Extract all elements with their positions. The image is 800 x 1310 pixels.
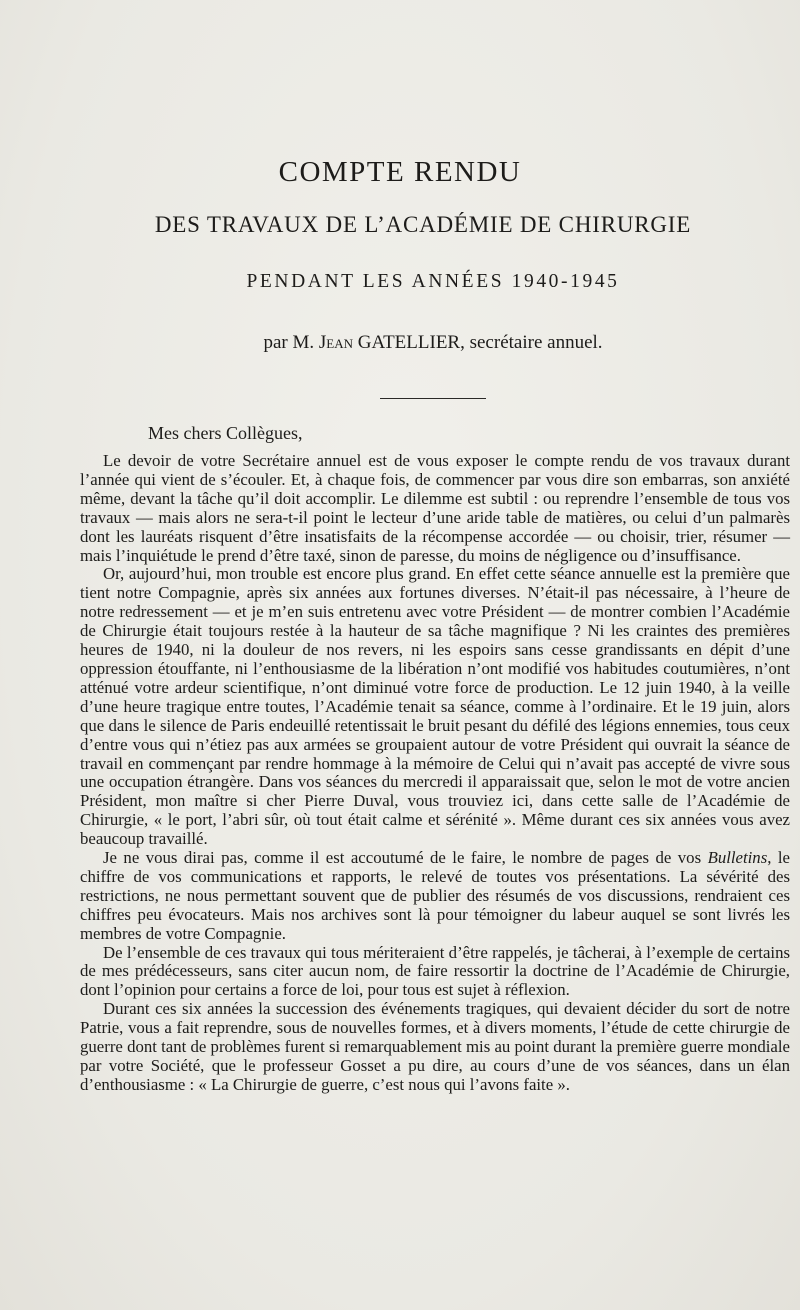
- paragraph-2: Or, aujourd’hui, mon trouble est encore plus grand. En effet cette séance annuelle est la première que tient notre Compagnie, après six années aux fortunes diverses. N’était-il pas nécessaire, à l’heure de notre redressement — et je m’en suis entretenu avec votre Président — de montrer combien l’Académie de Chirurgie était toujours restée à la hauteur de sa tâche magnifique ? Ni les craintes des premières heures de 1940, ni la douleur de nos revers, ni les espoirs sans cesse grandissants en dépit d’une oppression étouffante, ni l’enthousiasme de la libération n’ont modifié vos habitudes coutumières, n’ont atténué votre ardeur scientifique, n’ont diminué votre force de production. Le 12 juin 1940, à la veille d’une heure tragique entre toutes, l’Académie tenait sa séance, comme à l’ordinaire. Et le 19 juin, alors que dans le silence de Paris endeuillé retentissait le bruit pesant du défilé des légions ennemies, tous ceux d’entre vous qui n’étiez pas aux armées se groupaient autour de votre Président qui ouvrait la séance de travail en commençant par rendre hommage à la mémoire de Celui qui n’avait pas accepté de vivre sous une occupation étrangère. Dans vos séances du mercredi il apparaissait que, selon le mot de votre ancien Président, mon maître si cher Pierre Duval, vous trouviez ici, dans cette salle de l’Académie de Chirurgie, « le port, l’abri sûr, où tout était calme et sérénité ». Même durant ces six années vous avez beaucoup travaillé.: [80, 564, 790, 849]
- author-surname: GATELLIER,: [352, 332, 465, 353]
- document-title: COMPTE RENDU: [278, 156, 522, 188]
- salutation: Mes chers Collègues,: [148, 423, 303, 443]
- paragraph-4: De l’ensemble de ces travaux qui tous mériteraient d’être rappelés, je tâcherai, à l’exemple de certains de mes prédécesseurs, sans citer aucun nom, de faire ressortir la doctrine de l’Académie de Chirurgie, dont l’opinion pour certains a force de loi, pour tous est sujet à réflexion.: [80, 942, 790, 1000]
- author-firstname: Jean: [318, 332, 353, 353]
- document-period: PENDANT LES ANNÉES 1940-1945: [246, 271, 620, 292]
- paragraph-5: Durant ces six années la succession des événements tragiques, qui devaient décider du sort de notre Patrie, vous a fait reprendre, sous de nouvelles formes, et à divers moments, l’étude de cette chirurgie de guerre dont tant de problèmes furent si remarquablement mis au point durant la première guerre mondiale par votre Société, que le professeur Gosset a pu dire, au cours d’une de vos séances, dans un élan d’enthousiasme : « La Chirurgie de guerre, c’est nous qui l’avons faite ».: [80, 999, 790, 1094]
- body-text: [80, 452, 790, 1095]
- separator-rule: [380, 398, 486, 399]
- byline-prefix: par M.: [263, 332, 319, 353]
- document-subtitle: DES TRAVAUX DE L’ACADÉMIE DE CHIRURGIE: [154, 212, 692, 237]
- paragraph-1: Le devoir de votre Secrétaire annuel est de vous exposer le compte rendu de vos travaux durant l’année qui vient de s’écouler. Et, à chaque fois, de commencer par vous dire son embarras, son anxiété même, devant la tâche qu’il doit accomplir. Le dilemme est subtil : ou reprendre l’ensemble de tous vos travaux — mais alors ne sera-t-il point le lecteur d’une aride table de matières, ou celui d’un palmarès dont les lauréats risquent d’être insatisfaits de la récompense accordée — ou choisir, trier, résumer — mais l’inquiétude le prend d’être taxé, sinon de paresse, du moins de négligence ou d’insuffisance.: [80, 451, 790, 565]
- paragraph-3: Je ne vous dirai pas, comme il est accoutumé de le faire, le nombre de pages de vos Bulletins, le chiffre de vos communications et rapports, le relevé de toutes vos présentations. La sévérité des restrictions, ne nous permettant souvent que de publier des résumés de vos discussions, rendraient ces chiffres peu évocateurs. Mais nos archives sont là pour témoigner du labeur auquel se sont livrés les membres de votre Compagnie.: [80, 848, 790, 943]
- author-role: secrétaire annuel.: [464, 332, 603, 353]
- bulletins-title: Bulletins: [707, 848, 768, 868]
- author-byline: [0, 332, 800, 354]
